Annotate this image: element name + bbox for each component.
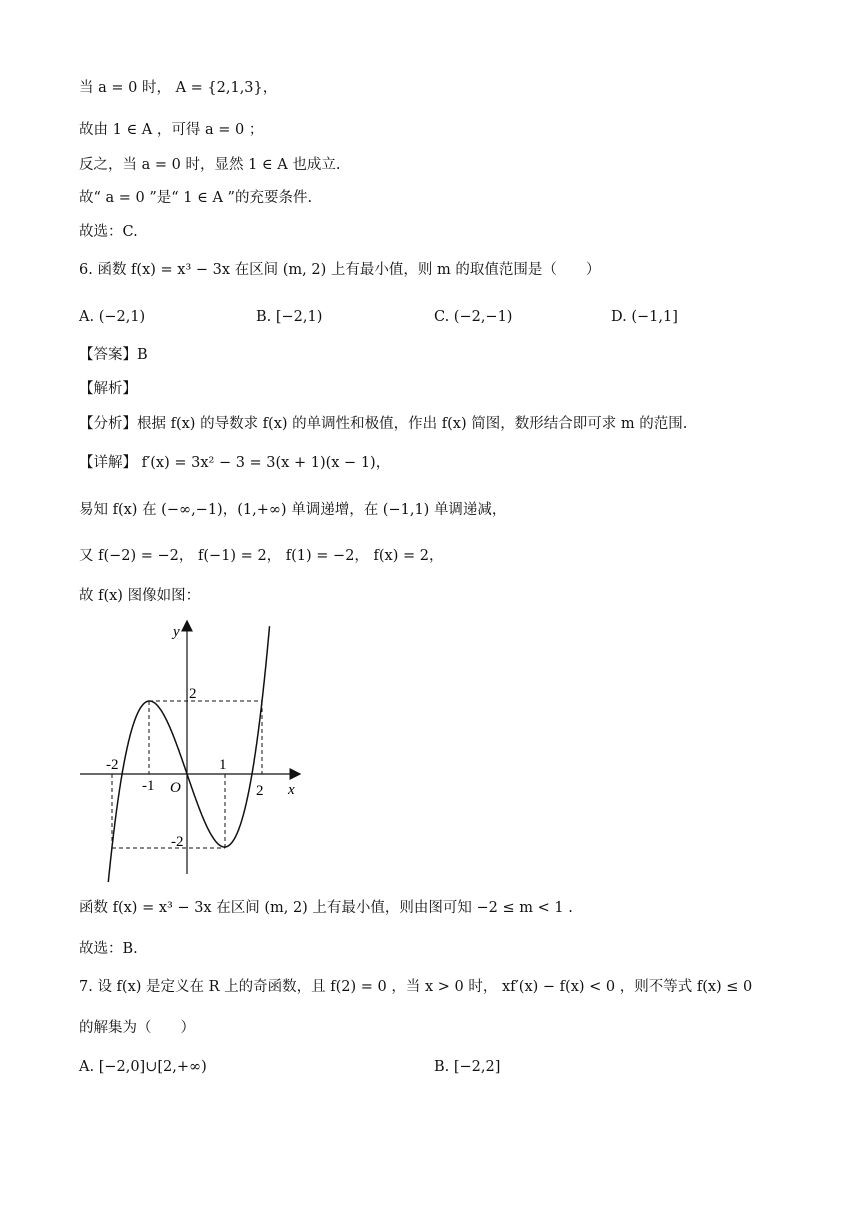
q6-option-b: B. [−2,1) — [256, 309, 323, 325]
answer-line: 【答案】B — [79, 347, 148, 363]
text-line-4: 故“ a = 0 ”是“ 1 ∈ A ”的充要条件. — [79, 190, 313, 206]
q6-option-d: D. (−1,1] — [611, 309, 678, 325]
text-line-5: 故选：C. — [79, 224, 138, 240]
q7-option-b: B. [−2,2] — [434, 1059, 501, 1075]
question-7-line-1: 7. 设 f(x) 是定义在 R 上的奇函数，且 f(2) = 0 ，当 x > 0 时， xf′(x) − f(x) < 0 ，则不等式 f(x) ≤ 0 — [79, 979, 753, 995]
monotonic-line: 易知 f(x) 在 (−∞,−1)，(1,+∞) 单调递增，在 (−1,1) 单调递减， — [79, 502, 507, 518]
tick-label-x-1: 1 — [219, 757, 227, 773]
q6-option-a: A. (−2,1) — [79, 309, 146, 325]
tick-label-x-2: 2 — [256, 783, 264, 799]
origin-label: O — [170, 780, 181, 796]
q7-option-a: A. [−2,0]∪[2,+∞) — [79, 1059, 207, 1075]
axis-label-y: y — [173, 624, 180, 640]
tick-label-x-neg1: -1 — [142, 778, 155, 794]
xiangjie-line: 【详解】 f′(x) = 3x² − 3 = 3(x + 1)(x − 1)， — [79, 455, 391, 471]
axis-label-x: x — [288, 782, 295, 798]
fenxi-line: 【分析】根据 f(x) 的导数求 f(x) 的单调性和极值，作出 f(x) 简图，数形结合即可求 m 的范围. — [79, 416, 688, 432]
text-line-1: 当 a = 0 时， A = {2,1,3}， — [79, 80, 278, 96]
question-6: 6. 函数 f(x) = x³ − 3x 在区间 (m, 2) 上有最小值，则 m 的取值范围是（ ） — [79, 262, 601, 278]
analysis-heading: 【解析】 — [79, 381, 137, 397]
function-graph — [75, 612, 315, 882]
graph-intro-line: 故 f(x) 图像如图： — [79, 588, 201, 604]
values-line: 又 f(−2) = −2， f(−1) = 2， f(1) = −2， f(x) = 2， — [79, 548, 444, 564]
tick-label-x-neg2: -2 — [106, 757, 119, 773]
tick-label-y-2: 2 — [189, 686, 197, 702]
tick-label-y-neg2: -2 — [171, 834, 184, 850]
q6-option-c: C. (−2,−1) — [434, 309, 513, 325]
question-7-line-2: 的解集为（ ） — [79, 1020, 195, 1036]
cubic-curve — [108, 626, 269, 882]
conclusion-line: 函数 f(x) = x³ − 3x 在区间 (m, 2) 上有最小值，则由图可知 −2 ≤ m < 1 . — [79, 900, 573, 916]
text-line-3: 反之，当 a = 0 时，显然 1 ∈ A 也成立. — [79, 157, 341, 173]
choose-6-line: 故选：B. — [79, 941, 138, 957]
text-line-2: 故由 1 ∈ A ，可得 a = 0 ； — [79, 122, 264, 138]
